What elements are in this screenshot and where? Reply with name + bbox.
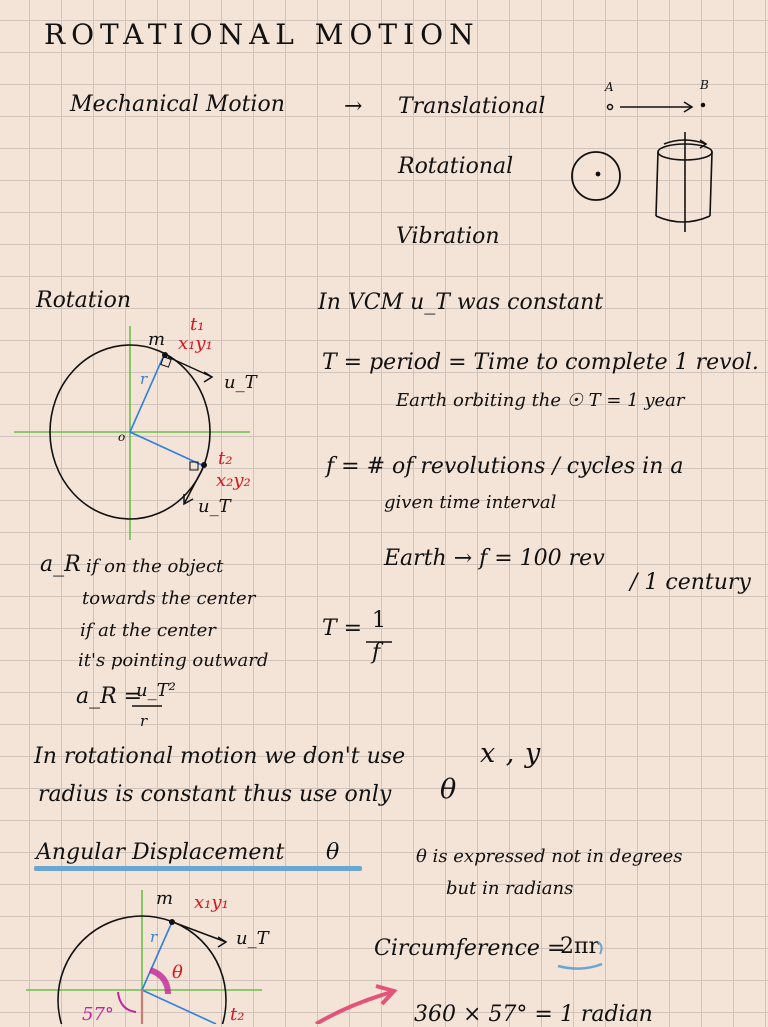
rotation-diagram <box>14 326 250 540</box>
page-title: ROTATIONAL MOTION <box>44 18 480 51</box>
velocity-label-2: u_T <box>198 496 231 517</box>
point-a-label: A <box>605 80 614 94</box>
mass-label-1: m <box>148 329 166 350</box>
per-century: / 1 century <box>630 570 751 595</box>
t-equals: T = <box>322 616 363 641</box>
t1-label: t₁ <box>190 314 205 335</box>
rotational-note-xy: x , y <box>480 738 542 769</box>
fraction-numerator: 1 <box>372 608 386 633</box>
acceleration-line-2: towards the center <box>82 588 256 609</box>
angular-diagram <box>26 890 262 1024</box>
vcm-note: In VCM u_T was constant <box>318 290 604 315</box>
t2-label: t₂ <box>218 448 233 469</box>
translation-arrow-sketch <box>608 102 705 112</box>
pink-arrow-sketch <box>316 986 394 1024</box>
acceleration-formula-den: r <box>140 712 148 730</box>
rotational-note-line-1: In rotational motion we don't use <box>34 744 406 769</box>
acceleration-line-4: it's pointing outward <box>78 650 269 671</box>
angle-57-label: 57° <box>82 1004 114 1025</box>
two-pi-r: 2πr <box>560 934 599 959</box>
origin-label: o <box>118 430 126 444</box>
earth-period: Earth orbiting the ☉ T = 1 year <box>396 390 685 411</box>
earth-frequency: Earth → f = 100 rev <box>384 546 605 571</box>
x1y1-label: x₁y₁ <box>178 333 213 354</box>
radian-conversion: 360 × 57° = 1 radian <box>414 1002 653 1027</box>
period-definition: T = period = Time to complete 1 revol. <box>322 350 759 375</box>
rotation-heading: Rotation <box>36 288 132 313</box>
acceleration-line-3: if at the center <box>80 620 216 641</box>
acceleration-line-1: if on the object <box>86 556 224 577</box>
circumference-underline <box>558 942 602 969</box>
vibration-label: Vibration <box>396 224 500 249</box>
mechanical-arrow: → <box>344 94 363 119</box>
mechanical-motion-label: Mechanical Motion <box>70 92 285 117</box>
radius-label-2: r <box>150 928 158 946</box>
mass-label-2: m <box>156 888 174 909</box>
radius-label-1: r <box>140 370 148 388</box>
rotation-circle-sketch <box>572 152 620 200</box>
angular-heading-theta: θ <box>326 840 340 865</box>
theta-angle-label: θ <box>172 962 183 983</box>
t2-label-2: t₂ <box>230 1004 245 1025</box>
rotational-note-theta: θ <box>440 774 458 805</box>
angular-heading: Angular Displacement <box>36 840 285 865</box>
fraction-denominator: f <box>372 640 381 665</box>
circumference-label: Circumference = <box>374 936 566 961</box>
x1y1-label-2: x₁y₁ <box>194 892 229 913</box>
velocity-label-1: u_T <box>224 372 257 393</box>
radians-line-2: but in radians <box>446 878 574 899</box>
acceleration-symbol: a_R <box>40 552 81 577</box>
rotational-label: Rotational <box>398 154 514 179</box>
acceleration-formula-lhs: a_R = <box>76 684 143 709</box>
rotational-note-line-2: radius is constant thus use only <box>38 782 392 807</box>
acceleration-formula-num: u_T² <box>136 680 176 701</box>
velocity-label-3: u_T <box>236 928 269 949</box>
frequency-line-1: f = # of revolutions / cycles in a <box>326 454 684 479</box>
radians-line-1: θ is expressed not in degrees <box>416 846 683 867</box>
translational-label: Translational <box>398 94 546 119</box>
cylinder-sketch <box>656 132 712 232</box>
point-b-label: B <box>700 78 709 92</box>
frequency-line-2: given time interval <box>384 492 557 513</box>
x2y2-label: x₂y₂ <box>216 470 251 491</box>
